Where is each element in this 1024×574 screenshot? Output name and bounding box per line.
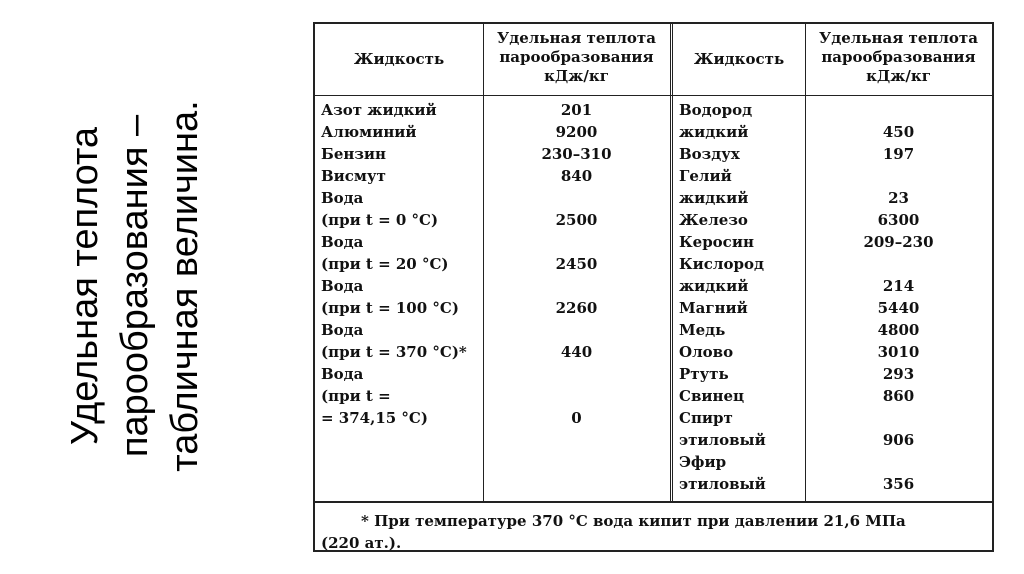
left-liquid-name: Бензин bbox=[321, 145, 387, 163]
header-line: кДж/кг bbox=[866, 67, 931, 85]
header-line: парообразования bbox=[821, 48, 976, 66]
right-value: 860 bbox=[882, 387, 915, 405]
right-value: 6300 bbox=[877, 211, 920, 229]
right-liquid-name: Свинец bbox=[679, 387, 745, 405]
right-liquid-name: Воздух bbox=[679, 145, 740, 163]
left-liquid-name: (при t = 370 °C)* bbox=[321, 343, 467, 361]
right-liquid-name: жидкий bbox=[679, 277, 749, 295]
footnote bbox=[321, 510, 989, 554]
right-liquid-name: этиловый bbox=[679, 431, 766, 449]
right-value: 23 bbox=[888, 189, 909, 207]
right-liquid-name: Медь bbox=[679, 321, 726, 339]
left-value: 2500 bbox=[555, 211, 598, 229]
right-liquid-name: этиловый bbox=[679, 475, 766, 493]
right-liquid-name: Керосин bbox=[679, 233, 754, 251]
right-value: 209–230 bbox=[863, 233, 934, 251]
header-line: кДж/кг bbox=[544, 67, 609, 85]
left-liquid-name: Вода bbox=[321, 189, 364, 207]
title-line: табличная величина. bbox=[164, 100, 206, 472]
right-value: 197 bbox=[882, 145, 915, 163]
left-value: 230–310 bbox=[541, 145, 612, 163]
header-line: парообразования bbox=[499, 48, 654, 66]
left-liquid-name: Вода bbox=[321, 365, 364, 383]
right-value: 356 bbox=[882, 475, 915, 493]
left-value: 440 bbox=[560, 343, 593, 361]
footnote-divider bbox=[315, 501, 992, 503]
left-liquid-name: Алюминий bbox=[321, 123, 417, 141]
left-liquid-name: Вода bbox=[321, 321, 364, 339]
left-liquid-name: Висмут bbox=[321, 167, 386, 185]
right-value: 450 bbox=[882, 123, 915, 141]
right-liquid-name: Магний bbox=[679, 299, 748, 317]
left-liquid-name: Вода bbox=[321, 277, 364, 295]
left-liquid-name: (при t = 20 °C) bbox=[321, 255, 449, 273]
header-value-right bbox=[805, 29, 992, 86]
right-liquid-name: Кислород bbox=[679, 255, 764, 273]
left-liquid-name: (при t = 0 °C) bbox=[321, 211, 439, 229]
right-value: 214 bbox=[882, 277, 915, 295]
header-liquid-right: Жидкость bbox=[693, 50, 785, 68]
right-value: 906 bbox=[882, 431, 915, 449]
left-value: 2260 bbox=[555, 299, 598, 317]
right-value: 4800 bbox=[877, 321, 920, 339]
left-liquid-name: Азот жидкий bbox=[321, 101, 437, 119]
left-liquid-name: = 374,15 °C) bbox=[321, 409, 428, 427]
right-liquid-name: Спирт bbox=[679, 409, 733, 427]
header-line: Удельная теплота bbox=[819, 29, 978, 47]
left-value: 201 bbox=[560, 101, 593, 119]
left-value: 840 bbox=[560, 167, 593, 185]
right-value: 5440 bbox=[877, 299, 920, 317]
title-line: Удельная теплота bbox=[64, 126, 106, 446]
right-liquid-name: Эфир bbox=[679, 453, 727, 471]
slide-title bbox=[60, 76, 210, 496]
left-liquid-name: Вода bbox=[321, 233, 364, 251]
left-liquid-name: (при t = 100 °C) bbox=[321, 299, 459, 317]
footnote-line: * При температуре 370 °C вода кипит при давлении 21,6 МПа bbox=[361, 512, 906, 530]
vaporization-heat-table bbox=[313, 22, 994, 552]
right-liquid-name: Железо bbox=[679, 211, 748, 229]
right-liquid-name: Олово bbox=[679, 343, 734, 361]
header-line: Удельная теплота bbox=[497, 29, 656, 47]
right-value: 293 bbox=[882, 365, 915, 383]
header-divider bbox=[315, 95, 992, 96]
right-value: 3010 bbox=[877, 343, 920, 361]
right-liquid-name: жидкий bbox=[679, 189, 749, 207]
title-line: парообразования – bbox=[114, 114, 156, 458]
footnote-line: (220 ат.). bbox=[321, 534, 402, 552]
right-liquid-name: Гелий bbox=[679, 167, 732, 185]
header-value-left bbox=[483, 29, 670, 86]
right-liquid-name: Водород bbox=[679, 101, 753, 119]
left-value: 9200 bbox=[555, 123, 598, 141]
left-liquid-name: (при t = bbox=[321, 387, 391, 405]
header-liquid-left: Жидкость bbox=[353, 50, 445, 68]
left-value: 0 bbox=[571, 409, 582, 427]
left-value: 2450 bbox=[555, 255, 598, 273]
right-liquid-name: Ртуть bbox=[679, 365, 729, 383]
right-liquid-name: жидкий bbox=[679, 123, 749, 141]
